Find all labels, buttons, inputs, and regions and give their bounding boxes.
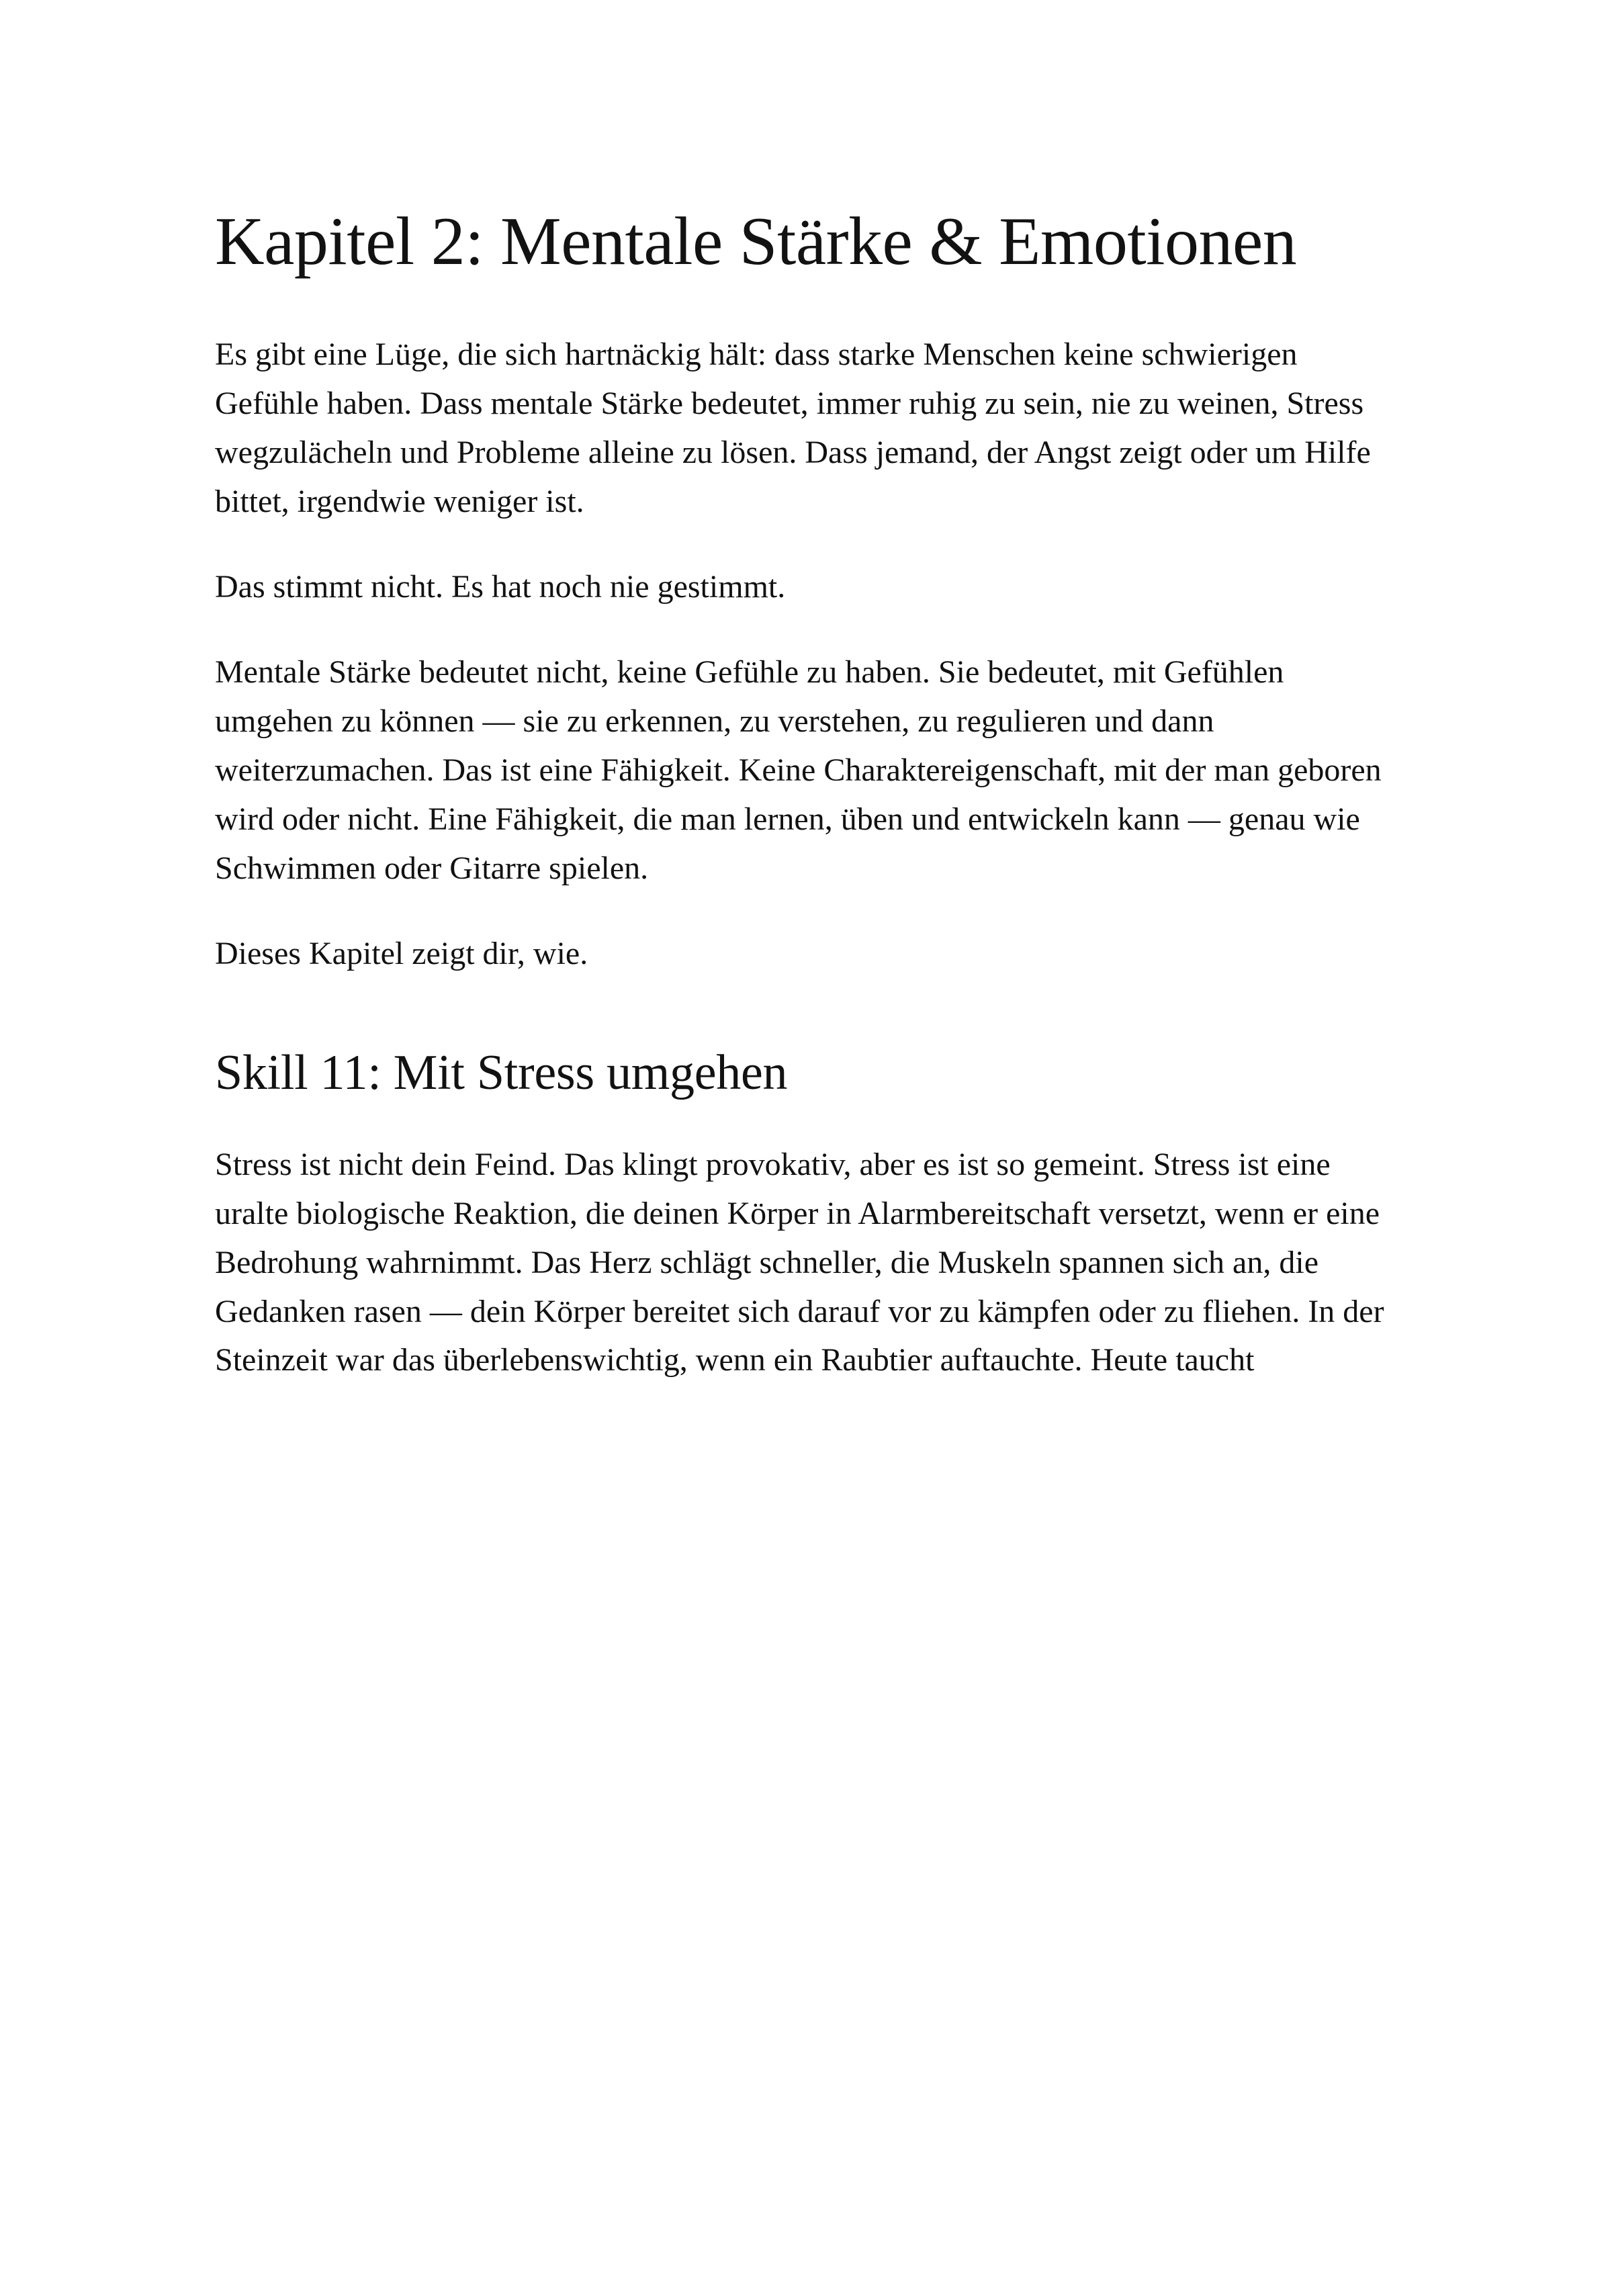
paragraph: Mentale Stärke bedeutet nicht, keine Gefühle zu haben. Sie bedeutet, mit Gefühlen umgehen zu können — sie zu erkennen, zu verstehen, zu regulieren und dann weiterzumachen. Das ist eine Fähigkeit. Keine Charaktereigenschaft, mit der man geboren wird oder nicht. Eine Fähigkeit, die man lernen, üben und entwickeln kann — genau wie Schwimmen oder Gitarre spielen.	[215, 654, 1382, 886]
paragraph: Es gibt eine Lüge, die sich hartnäckig hält: dass starke Menschen keine schwierigen Gefühle haben. Dass mentale Stärke bedeutet, immer ruhig zu sein, nie zu weinen, Stress wegzulächeln und Probleme alleine zu lösen. Dass jemand, der Angst zeigt oder um Hilfe bittet, irgendwie weniger ist.	[215, 337, 1371, 520]
chapter-title: Kapitel 2: Mentale Stärke & Emotionen	[215, 204, 1297, 279]
paragraph: Stress ist nicht dein Feind. Das klingt provokativ, aber es ist so gemeint. Stress ist eine uralte biologische Reaktion, die deinen Körper in Alarmbereitschaft versetzt, wenn er eine Bedrohung wahrnimmt. Das Herz schlägt schneller, die Muskeln spannen sich an, die Gedanken rasen — dein Körper bereitet sich darauf vor zu kämpfen oder zu fliehen. In der Steinzeit war das überlebenswichtig, wenn ein Raubtier auftauchte. Heute taucht	[215, 1146, 1384, 1378]
section-title: Skill 11: Mit Stress umgehen	[215, 1045, 788, 1100]
page-content	[215, 202, 1417, 1385]
paragraph: Dieses Kapitel zeigt dir, wie.	[215, 935, 588, 971]
paragraph: Das stimmt nicht. Es hat noch nie gestimmt.	[215, 569, 786, 605]
